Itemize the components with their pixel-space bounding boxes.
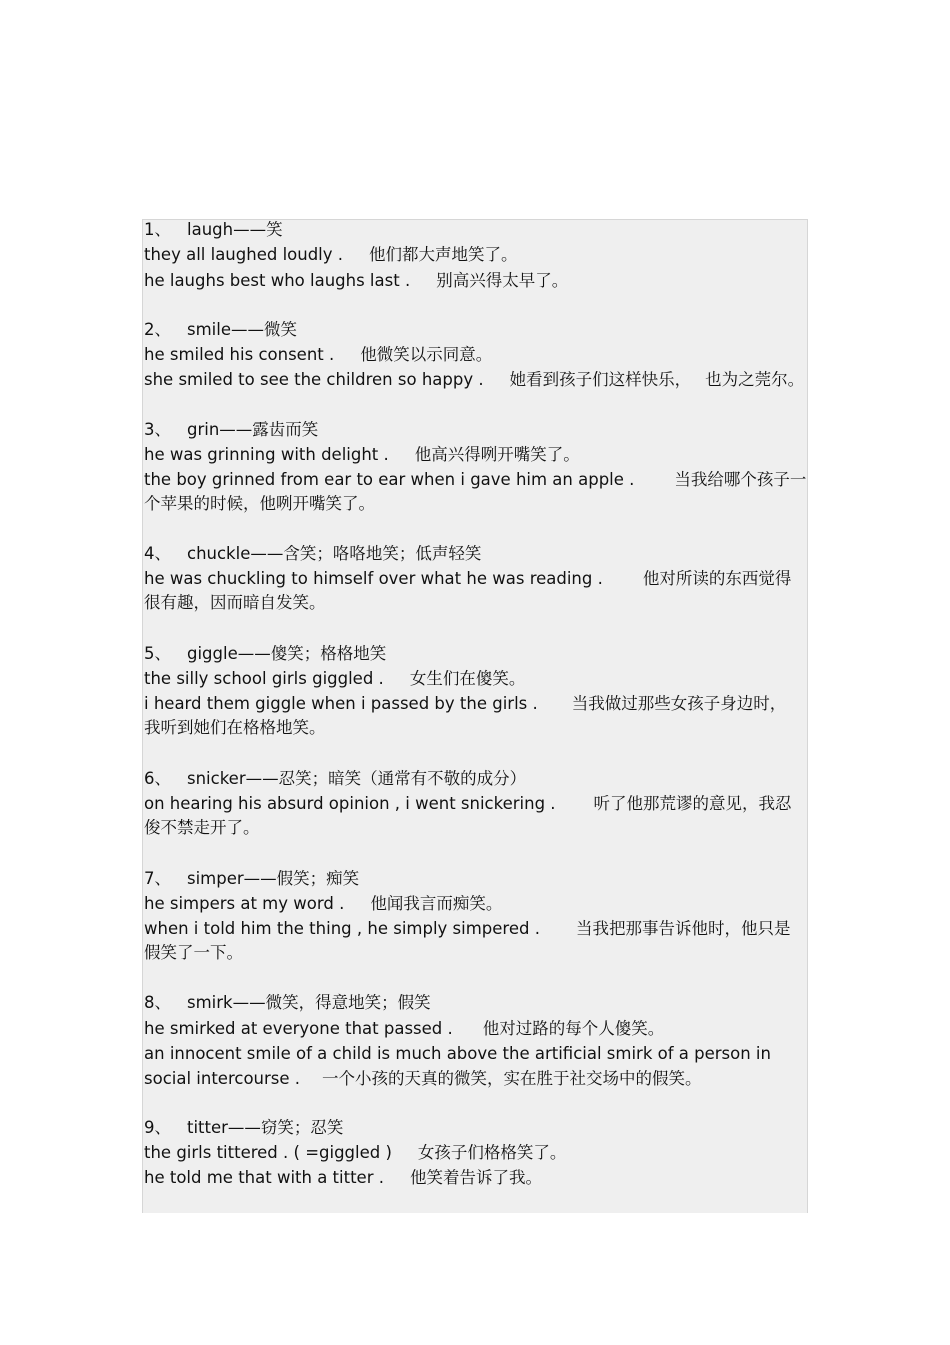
entry-6-example-1-cont: 俊不禁走开了。 (144, 818, 260, 837)
entry-3-example-2: the boy grinned from ear to ear when i gave him an apple . 当我给哪个孩子一 (144, 470, 807, 489)
entry-6-head: 6、 snicker——忍笑；暗笑（通常有不敬的成分） (144, 769, 527, 788)
entry-7-head: 7、 simper——假笑；痴笑 (144, 869, 360, 888)
entry-6-example-1: on hearing his absurd opinion , i went snickering . 听了他那荒谬的意见，我忍 (144, 794, 792, 813)
entry-8-example-2-cont: social intercourse . 一个小孩的天真的微笑，实在胜于社交场中的假笑。 (144, 1069, 702, 1088)
entry-1-head: 1、 laugh——笑 (144, 220, 283, 239)
entry-5-example-2: i heard them giggle when i passed by the girls . 当我做过那些女孩子身边时， (144, 694, 787, 713)
entry-9-example-2: he told me that with a titter . 他笑着告诉了我。 (144, 1168, 542, 1187)
entry-1-example-1: they all laughed loudly . 他们都大声地笑了。 (144, 245, 518, 264)
entry-2-example-2: she smiled to see the children so happy . 她看到孩子们这样快乐， 也为之莞尔。 (144, 370, 805, 389)
entry-8-example-1: he smirked at everyone that passed . 他对过路的每个人傻笑。 (144, 1019, 665, 1038)
entry-8-example-2: an innocent smile of a child is much above the artificial smirk of a person in (144, 1044, 771, 1063)
entry-3-head: 3、 grin——露齿而笑 (144, 420, 319, 439)
entry-2-example-1: he smiled his consent . 他微笑以示同意。 (144, 345, 493, 364)
entry-7-example-2-cont: 假笑了一下。 (144, 943, 243, 962)
entry-3-example-2-cont: 个苹果的时候，他咧开嘴笑了。 (144, 494, 375, 513)
entry-5-example-2-cont: 我听到她们在格格地笑。 (144, 718, 326, 737)
entry-4-example-1-cont: 很有趣，因而暗自发笑。 (144, 593, 326, 612)
entry-8-head: 8、 smirk——微笑，得意地笑；假笑 (144, 993, 431, 1012)
entry-5-head: 5、 giggle——傻笑；格格地笑 (144, 644, 387, 663)
entry-4-head: 4、 chuckle——含笑；咯咯地笑；低声轻笑 (144, 544, 482, 563)
entry-2-head: 2、 smile——微笑 (144, 320, 297, 339)
entry-3-example-1: he was grinning with delight . 他高兴得咧开嘴笑了。 (144, 445, 580, 464)
entry-4-example-1: he was chuckling to himself over what he was reading . 他对所读的东西觉得 (144, 569, 792, 588)
entry-1-example-2: he laughs best who laughs last . 别高兴得太早了。 (144, 271, 569, 290)
entry-9-head: 9、 titter——窃笑；忍笑 (144, 1118, 344, 1137)
entry-5-example-1: the silly school girls giggled . 女生们在傻笑。 (144, 669, 526, 688)
entry-7-example-2: when i told him the thing , he simply simpered . 当我把那事告诉他时，他只是 (144, 919, 791, 938)
entry-7-example-1: he simpers at my word . 他闻我言而痴笑。 (144, 894, 503, 913)
entry-9-example-1: the girls tittered . ( =giggled ) 女孩子们格格笑了。 (144, 1143, 567, 1162)
